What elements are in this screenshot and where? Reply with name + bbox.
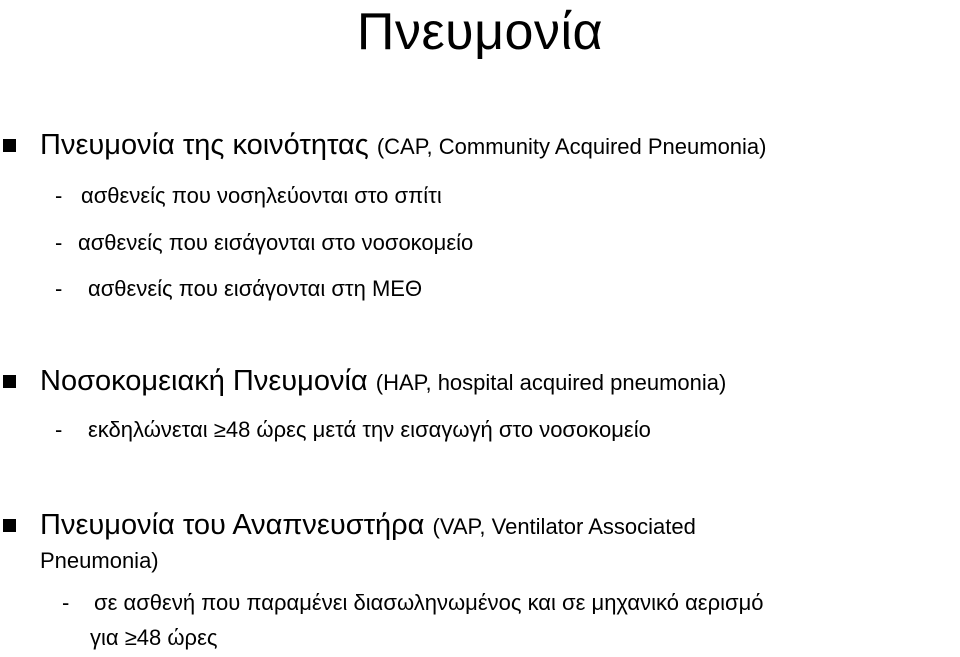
list-item [55,416,915,444]
heading-abbreviation: (HAP, hospital acquired pneumonia) [375,370,727,395]
dash-bullet: - [55,276,63,301]
section-heading [40,364,726,400]
section-heading [40,508,696,544]
dash-bullet: - [62,590,70,615]
dash-bullet: - [55,417,63,442]
section-cap [0,128,960,164]
dash-bullet: - [55,183,63,208]
square-bullet-icon [3,139,16,152]
heading-text: Νοσοκομειακή Πνευμονία [40,365,368,397]
heading-abbreviation: (CAP, Community Acquired Pneumonia) [376,134,767,159]
heading-abbreviation: (VAP, Ventilator Associated [432,514,696,539]
list-item [55,229,755,257]
list-item-text: ασθενείς που εισάγονται στη ΜΕΘ [88,276,423,301]
list-item [55,182,755,210]
list-item-text: σε ασθενή που παραμένει διασωληνωμένος και σε μηχανικό αερισμό [94,590,764,615]
list-item-text: ασθενείς που εισάγονται στο νοσοκομείο [78,230,474,255]
heading-text: Πνευμονία του Αναπνευστήρα [40,509,425,541]
heading-abbreviation-continued: Pneumonia) [40,548,159,573]
list-item [55,275,755,303]
dash-bullet: - [55,230,63,255]
square-bullet-icon [3,375,16,388]
section-vap [0,508,960,544]
list-item-text: ασθενείς που νοσηλεύονται στο σπίτι [81,183,442,208]
square-bullet-icon [3,519,16,532]
section-heading [40,128,767,164]
heading-text: Πνευμονία της κοινότητας [40,129,369,161]
list-item-text: εκδηλώνεται ≥48 ώρες μετά την εισαγωγή στο νοσοκομείο [88,417,651,442]
page-title: Πνευμονία [356,3,604,61]
list-item [62,589,960,617]
section-hap [0,364,960,400]
list-item-continued: για ≥48 ώρες [90,625,218,650]
